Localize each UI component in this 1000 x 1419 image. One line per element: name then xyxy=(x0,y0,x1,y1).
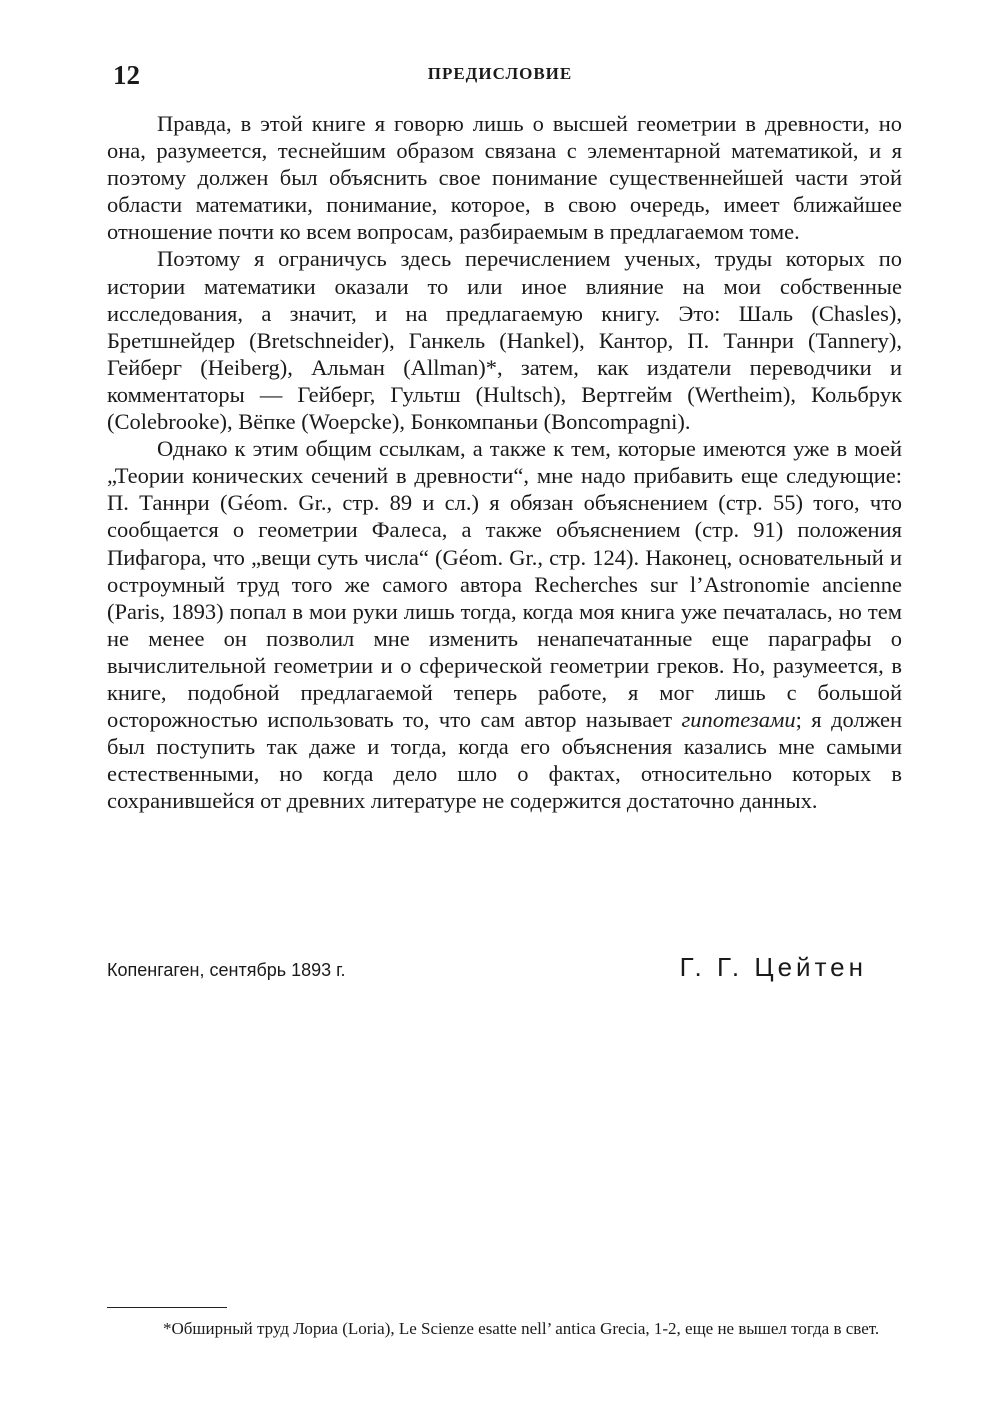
author-signature: Г. Г. Цейтен xyxy=(679,952,867,982)
body-text xyxy=(107,110,902,814)
page-number: 12 xyxy=(113,60,140,90)
footnote-divider xyxy=(107,1307,227,1308)
paragraph-3-part-1: Однако к этим общим ссылкам, а также к тем, которые имеются уже в моей „Теории конических сечений в древности“, мне надо прибавить еще следующие: П. Таннри (Géom. Gr., стр. 89 и сл.) я обязан объяснением (стр. 55) того, что сообщается о геометрии Фалеса, а также объяснением (стр. 91) положения Пифагора, что „вещи суть числа“ (Géom. Gr., стр. 124). Наконец, основательный и остроумный труд того же самого автора Recherches sur l’Astronomie ancienne (Paris, 1893) попал в мои руки лишь тогда, когда моя книга уже печаталась, но тем не менее он позволил мне изменить ненапечатанные еще параграфы о вычислительной геометрии и о сферической геометрии греков. Но, разумеется, в книге, подобной предлагаемой теперь работе, я мог лишь с большой осторожностью использовать то, что сам автор называет xyxy=(107,436,902,733)
footnote: *Обширный труд Лориа (Loria), Le Scienze esatte nell’ antica Grecia, 1-2, еще не вышел тогда в свет. xyxy=(163,1319,880,1338)
paragraph-1: Правда, в этой книге я говорю лишь о высшей геометрии в древности, но она, разумеется, теснейшим образом связана с элементарной математикой, и я поэтому должен был объяснить свое понимание существеннейшей части этой области математики, понимание, которое, в свою очередь, имеет ближайшее отношение почти ко всем вопросам, разбираемым в предлагаемом томе. xyxy=(107,111,902,245)
place-date: Копенгаген, сентябрь 1893 г. xyxy=(107,960,346,980)
paragraph-3-part-2: ; я должен был поступить так даже и тогда, когда его объяснения казались мне самыми естественными, но когда дело шло о фактах, относительно которых в сохранившейся от древних литературе не содержится достаточно данных. xyxy=(107,707,902,814)
paragraph-2: Поэтому я ограничусь здесь перечислением ученых, труды которых по истории математики оказали то или иное влияние на мои собственные исследования, а значит, и на предлагаемую книгу. Это: Шаль (Chasles), Бретшнейдер (Bretschneider), Ганкель (Hankel), Кантор, П. Таннри (Tannery), Гейберг (Heiberg), Альман (Allman)*, затем, как издатели переводчики и комментаторы — Гейберг, Гультш (Hultsch), Вертгейм (Wertheim), Кольбрук (Colebrooke), Вёпке (Woepcke), Бонкомпаньи (Boncompagni). xyxy=(107,246,902,435)
signature-row xyxy=(107,952,867,983)
paragraph-3-italic: гипотезами xyxy=(681,707,796,733)
running-head: ПРЕДИСЛОВИЕ xyxy=(427,64,573,83)
paragraph-3 xyxy=(107,435,902,814)
